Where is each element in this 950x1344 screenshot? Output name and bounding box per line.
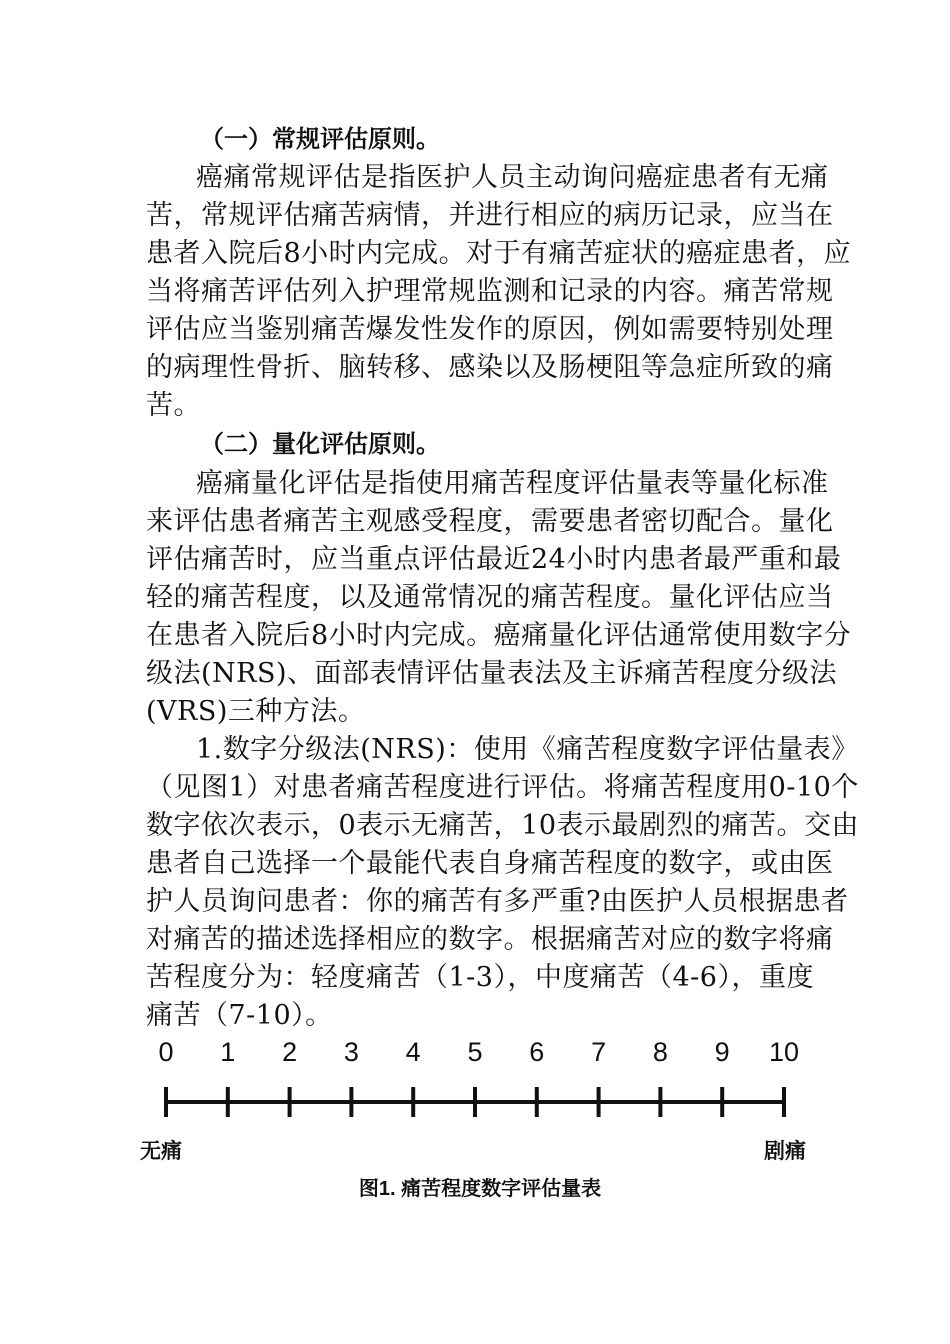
paragraph-line: 苦程度分为：轻度痛苦（1-3），中度痛苦（4-6），重度: [146, 962, 814, 993]
scale-tick-label: 8: [652, 1037, 668, 1067]
scale-tick-label: 5: [467, 1037, 483, 1067]
scale-tick-label: 1: [220, 1037, 236, 1067]
scale-tick-label: 4: [405, 1037, 421, 1067]
scale-tick-label: 9: [714, 1037, 730, 1067]
paragraph-line: 评估痛苦时，应当重点评估最近24小时内患者最严重和最: [146, 544, 842, 575]
paragraph-line: 苦，常规评估痛苦病情，并进行相应的病历记录，应当在: [146, 200, 834, 231]
nrs-scale-figure: [140, 1036, 820, 1216]
paragraph-line: 癌痛常规评估是指医护人员主动询问癌症患者有无痛: [196, 162, 829, 193]
paragraph-line: 评估应当鉴别痛苦爆发性发作的原因，例如需要特别处理: [146, 314, 834, 345]
paragraph-line: 在患者入院后8小时内完成。癌痛量化评估通常使用数字分: [146, 620, 852, 651]
paragraph-line: 患者自己选择一个最能代表自身痛苦程度的数字，或由医: [146, 848, 834, 879]
scale-tick-label: 2: [282, 1037, 298, 1067]
scale-tick-label: 10: [768, 1037, 800, 1067]
paragraph-line: 护人员询问患者：你的痛苦有多严重?由医护人员根据患者: [146, 886, 849, 917]
paragraph-line: 痛苦（7-10）。: [146, 1000, 333, 1031]
paragraph-line: 轻的痛苦程度，以及通常情况的痛苦程度。量化评估应当: [146, 582, 834, 613]
scale-tick-label: 6: [529, 1037, 545, 1067]
scale-tick-label: 3: [343, 1037, 359, 1067]
scale-tick-label: 0: [158, 1037, 174, 1067]
paragraph-line: 来评估患者痛苦主观感受程度，需要患者密切配合。量化: [146, 506, 834, 537]
paragraph-line: 的病理性骨折、脑转移、感染以及肠梗阻等急症所致的痛: [146, 352, 834, 383]
scale-left-label: 无痛: [140, 1140, 182, 1163]
paragraph-line: 苦。: [146, 390, 201, 421]
paragraph-line: (VRS)三种方法。: [146, 696, 366, 727]
paragraph-line: 数字依次表示，0表示无痛苦，10表示最剧烈的痛苦。交由: [146, 810, 860, 841]
scale-axis: [140, 1076, 820, 1126]
paragraph-line: 对痛苦的描述选择相应的数字。根据痛苦对应的数字将痛: [146, 924, 834, 955]
section-heading-quantitative: （二）量化评估原则。: [200, 430, 440, 458]
scale-tick-label: 7: [591, 1037, 607, 1067]
paragraph-line: 癌痛量化评估是指使用痛苦程度评估量表等量化标准: [196, 468, 829, 499]
scale-right-label: 剧痛: [764, 1140, 806, 1163]
paragraph-line: 级法(NRS)、面部表情评估量表法及主诉痛苦程度分级法: [146, 658, 838, 689]
section-heading-routine: （一）常规评估原则。: [200, 125, 440, 153]
paragraph-line: （见图1）对患者痛苦程度进行评估。将痛苦程度用0-10个: [146, 772, 859, 803]
figure-caption: 图1. 痛苦程度数字评估量表: [358, 1178, 602, 1200]
paragraph-line: 1.数字分级法(NRS)：使用《痛苦程度数字评估量表》: [196, 734, 859, 765]
paragraph-line: 当将痛苦评估列入护理常规监测和记录的内容。痛苦常规: [146, 276, 834, 307]
paragraph-line: 患者入院后8小时内完成。对于有痛苦症状的癌症患者，应: [146, 238, 852, 269]
